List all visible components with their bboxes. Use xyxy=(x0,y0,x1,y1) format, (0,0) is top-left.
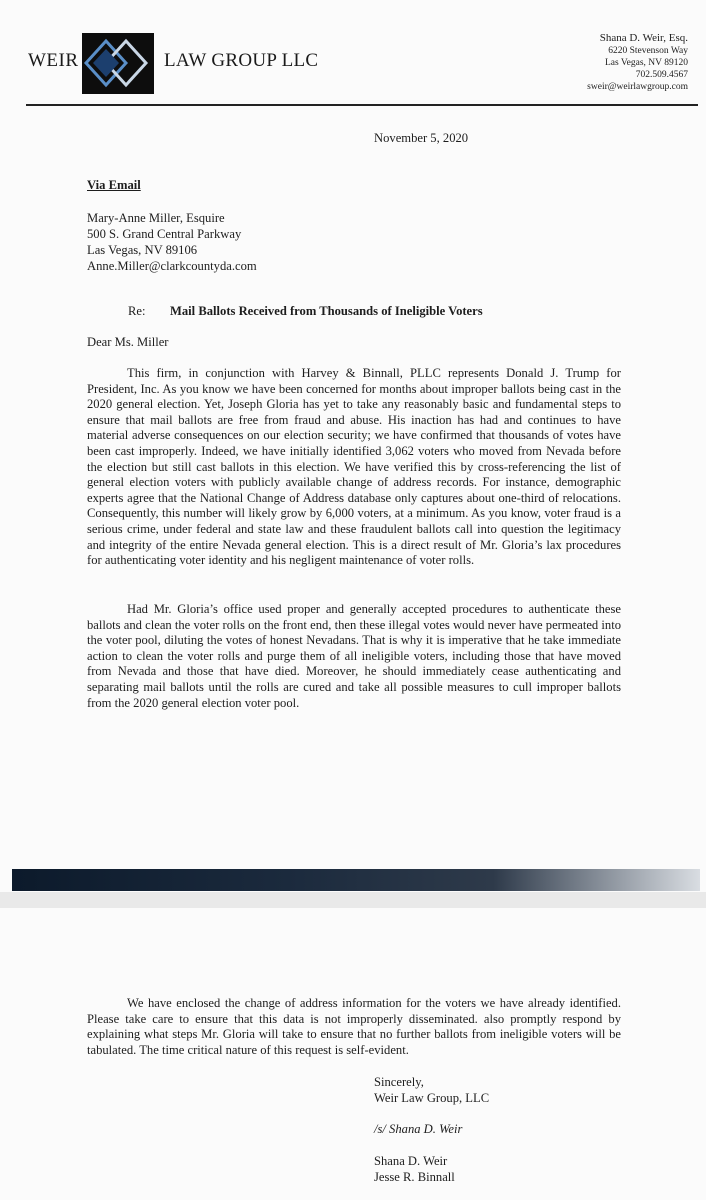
valediction: Sincerely, xyxy=(374,1075,424,1089)
signature: /s/ Shana D. Weir xyxy=(374,1122,463,1136)
signer-2: Jesse R. Binnall xyxy=(374,1170,455,1184)
contact-city: Las Vegas, NV 89120 xyxy=(604,58,688,68)
contact-street: 6220 Stevenson Way xyxy=(608,46,688,56)
recipient-city: Las Vegas, NV 89106 xyxy=(87,243,198,257)
salutation: Dear Ms. Miller xyxy=(87,335,169,349)
contact-name: Shana D. Weir, Esq. xyxy=(599,32,688,44)
recipient-name: Mary-Anne Miller, Esquire xyxy=(87,211,225,225)
letterhead-firm-left: WEIR xyxy=(28,50,79,71)
letterhead-firm-right: LAW GROUP LLC xyxy=(164,50,319,71)
letterhead-divider xyxy=(26,104,698,106)
closing-firm: Weir Law Group, LLC xyxy=(374,1091,490,1105)
body-paragraph-3: We have enclosed the change of address information for the voters we have already identified. Please take care to ensure that this data is not improperly disseminated. also promptly respond by explaining what steps Mr. Gloria will take to ensure that no further ballots from ineligible voters will be tabulated. The time critical nature of this request is self-evident. xyxy=(87,996,621,1057)
page-footer-bar xyxy=(12,869,700,891)
contact-email: sweir@weirlawgroup.com xyxy=(587,82,688,92)
delivery-method: Via Email xyxy=(87,178,141,192)
contact-phone: 702.509.4567 xyxy=(635,70,688,80)
body-paragraph-2: Had Mr. Gloria’s office used proper and generally accepted procedures to authenticate these ballots and clean the voter rolls on the front end, then these illegal votes would never have permeated into the voter pool, diluting the votes of honest Nevadans. That is why it is imperative that he take immediate action to clean the voter rolls and purge them of all ineligible voters, including those that have moved from Nevada and those that have died. Moreover, he should immediately cease authenticating and separating mail ballots until the rolls are cured and take all possible measures to cull improper ballots from the 2020 general election voter pool. xyxy=(87,602,621,710)
re-label: Re: xyxy=(128,304,146,318)
subject-line: Mail Ballots Received from Thousands of Ineligible Voters xyxy=(170,304,483,318)
letterhead-contact xyxy=(587,31,688,93)
body-paragraph-1: This firm, in conjunction with Harvey & Binnall, PLLC represents Donald J. Trump for President, Inc. As you know we have been concerned for months about improper ballots being cast in the 2020 general election. Yet, Joseph Gloria has yet to take any reasonably basic and fundamental steps to ensure that mail ballots are free from fraud and abuse. His inaction has had and continues to have material adverse consequences on our election security; we have confirmed that thousands of votes have been cast improperly. Indeed, we have initially identified 3,062 voters who moved from Nevada before the election but still cast ballots in this election. We have verified this by cross-referencing the list of general election voters with publicly available change of address records. For instance, demographic experts agree that the National Change of Address database only captures about one-third of relocations. Consequently, this number will likely grow by 6,000 voters, at a minimum. As you know, voter fraud is a serious crime, under federal and state law and these fraudulent ballots call into question the legitimacy and integrity of the entire Nevada general election. This is a direct result of Mr. Gloria’s lax procedures for authenticating voter identity and his negligent maintenance of voter rolls. xyxy=(87,366,621,568)
recipient-street: 500 S. Grand Central Parkway xyxy=(87,227,242,241)
closing-block xyxy=(374,1074,489,1106)
recipient-email: Anne.Miller@clarkcountyda.com xyxy=(87,259,257,273)
letter-date: November 5, 2020 xyxy=(374,131,469,145)
signer-1: Shana D. Weir xyxy=(374,1154,448,1168)
signers xyxy=(374,1153,455,1185)
recipient-address xyxy=(87,210,257,274)
firm-logo-icon xyxy=(82,33,154,94)
